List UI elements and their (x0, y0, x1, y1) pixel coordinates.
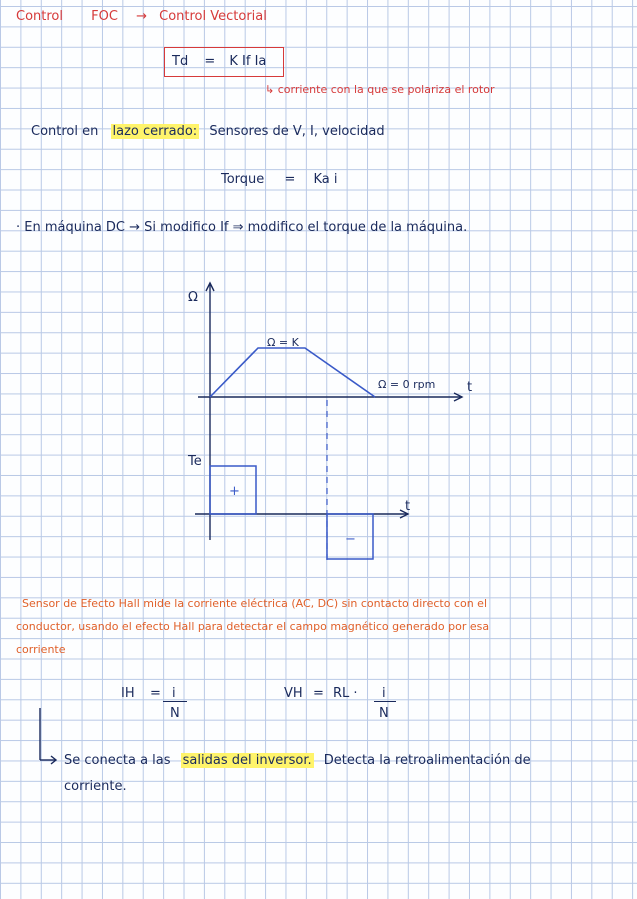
omega-const-label: Ω = K (267, 336, 299, 349)
omega-zero-label: Ω = 0 rpm (378, 378, 436, 391)
torque-eq-eq: = (284, 172, 296, 187)
header-vectorial: Control Vectorial (159, 9, 267, 24)
minus-sign: − (345, 532, 356, 547)
vh-denominator: N (379, 706, 389, 721)
inverter-note-line2: corriente. (64, 779, 127, 794)
ih-eq: = (150, 686, 161, 701)
torque-eq-label: Torque (221, 172, 265, 187)
t-label-bottom: t (405, 499, 411, 514)
torque-formula-rhs: K If Ia (229, 54, 267, 69)
inverter-note-suffix: Detecta la retroalimentación de (323, 753, 531, 768)
vh-numerator: i (382, 686, 386, 701)
hall-line-1: Sensor de Efecto Hall mide la corriente eléctrica (AC, DC) sin contacto directo con el (22, 597, 488, 610)
vh-lhs: VH (284, 686, 303, 701)
inverter-note-prefix: Se conecta a las (64, 753, 171, 768)
t-label-top: t (467, 380, 473, 395)
rotor-note-text: corriente con la que se polariza el rotor (277, 83, 495, 96)
vh-eq: = (313, 686, 324, 701)
inverter-note (64, 753, 531, 769)
te-axis-label: Te (188, 454, 202, 469)
vh-mid: RL · (333, 686, 358, 701)
header-control: Control (16, 9, 63, 24)
torque-eq-rhs: Ka i (313, 172, 338, 187)
closed-loop-prefix: Control en (31, 124, 99, 139)
ih-numerator: i (172, 686, 176, 701)
torque-formula-eq: = (204, 54, 216, 69)
inverter-note-highlight: salidas del inversor. (182, 753, 312, 768)
curved-arrow-icon: ↳ (265, 83, 275, 96)
closed-loop-suffix: Sensores de V, I, velocidad (209, 124, 385, 139)
hall-line-3: corriente (16, 643, 66, 656)
arrow-right-icon: → (136, 9, 147, 24)
torque-formula-lhs: Td (172, 54, 189, 69)
dc-machine-note: · En máquina DC → Si modifico If ⇒ modifico el torque de la máquina. (16, 220, 468, 235)
ih-lhs: IH (121, 686, 135, 701)
closed-loop-highlight: lazo cerrado: (112, 124, 198, 139)
plus-sign: + (229, 484, 240, 499)
omega-axis-label: Ω (188, 290, 198, 305)
header-foc: FOC (91, 9, 118, 24)
hall-line-2: conductor, usando el efecto Hall para detectar el campo magnético generado por esa (16, 620, 490, 633)
ih-denominator: N (170, 706, 180, 721)
